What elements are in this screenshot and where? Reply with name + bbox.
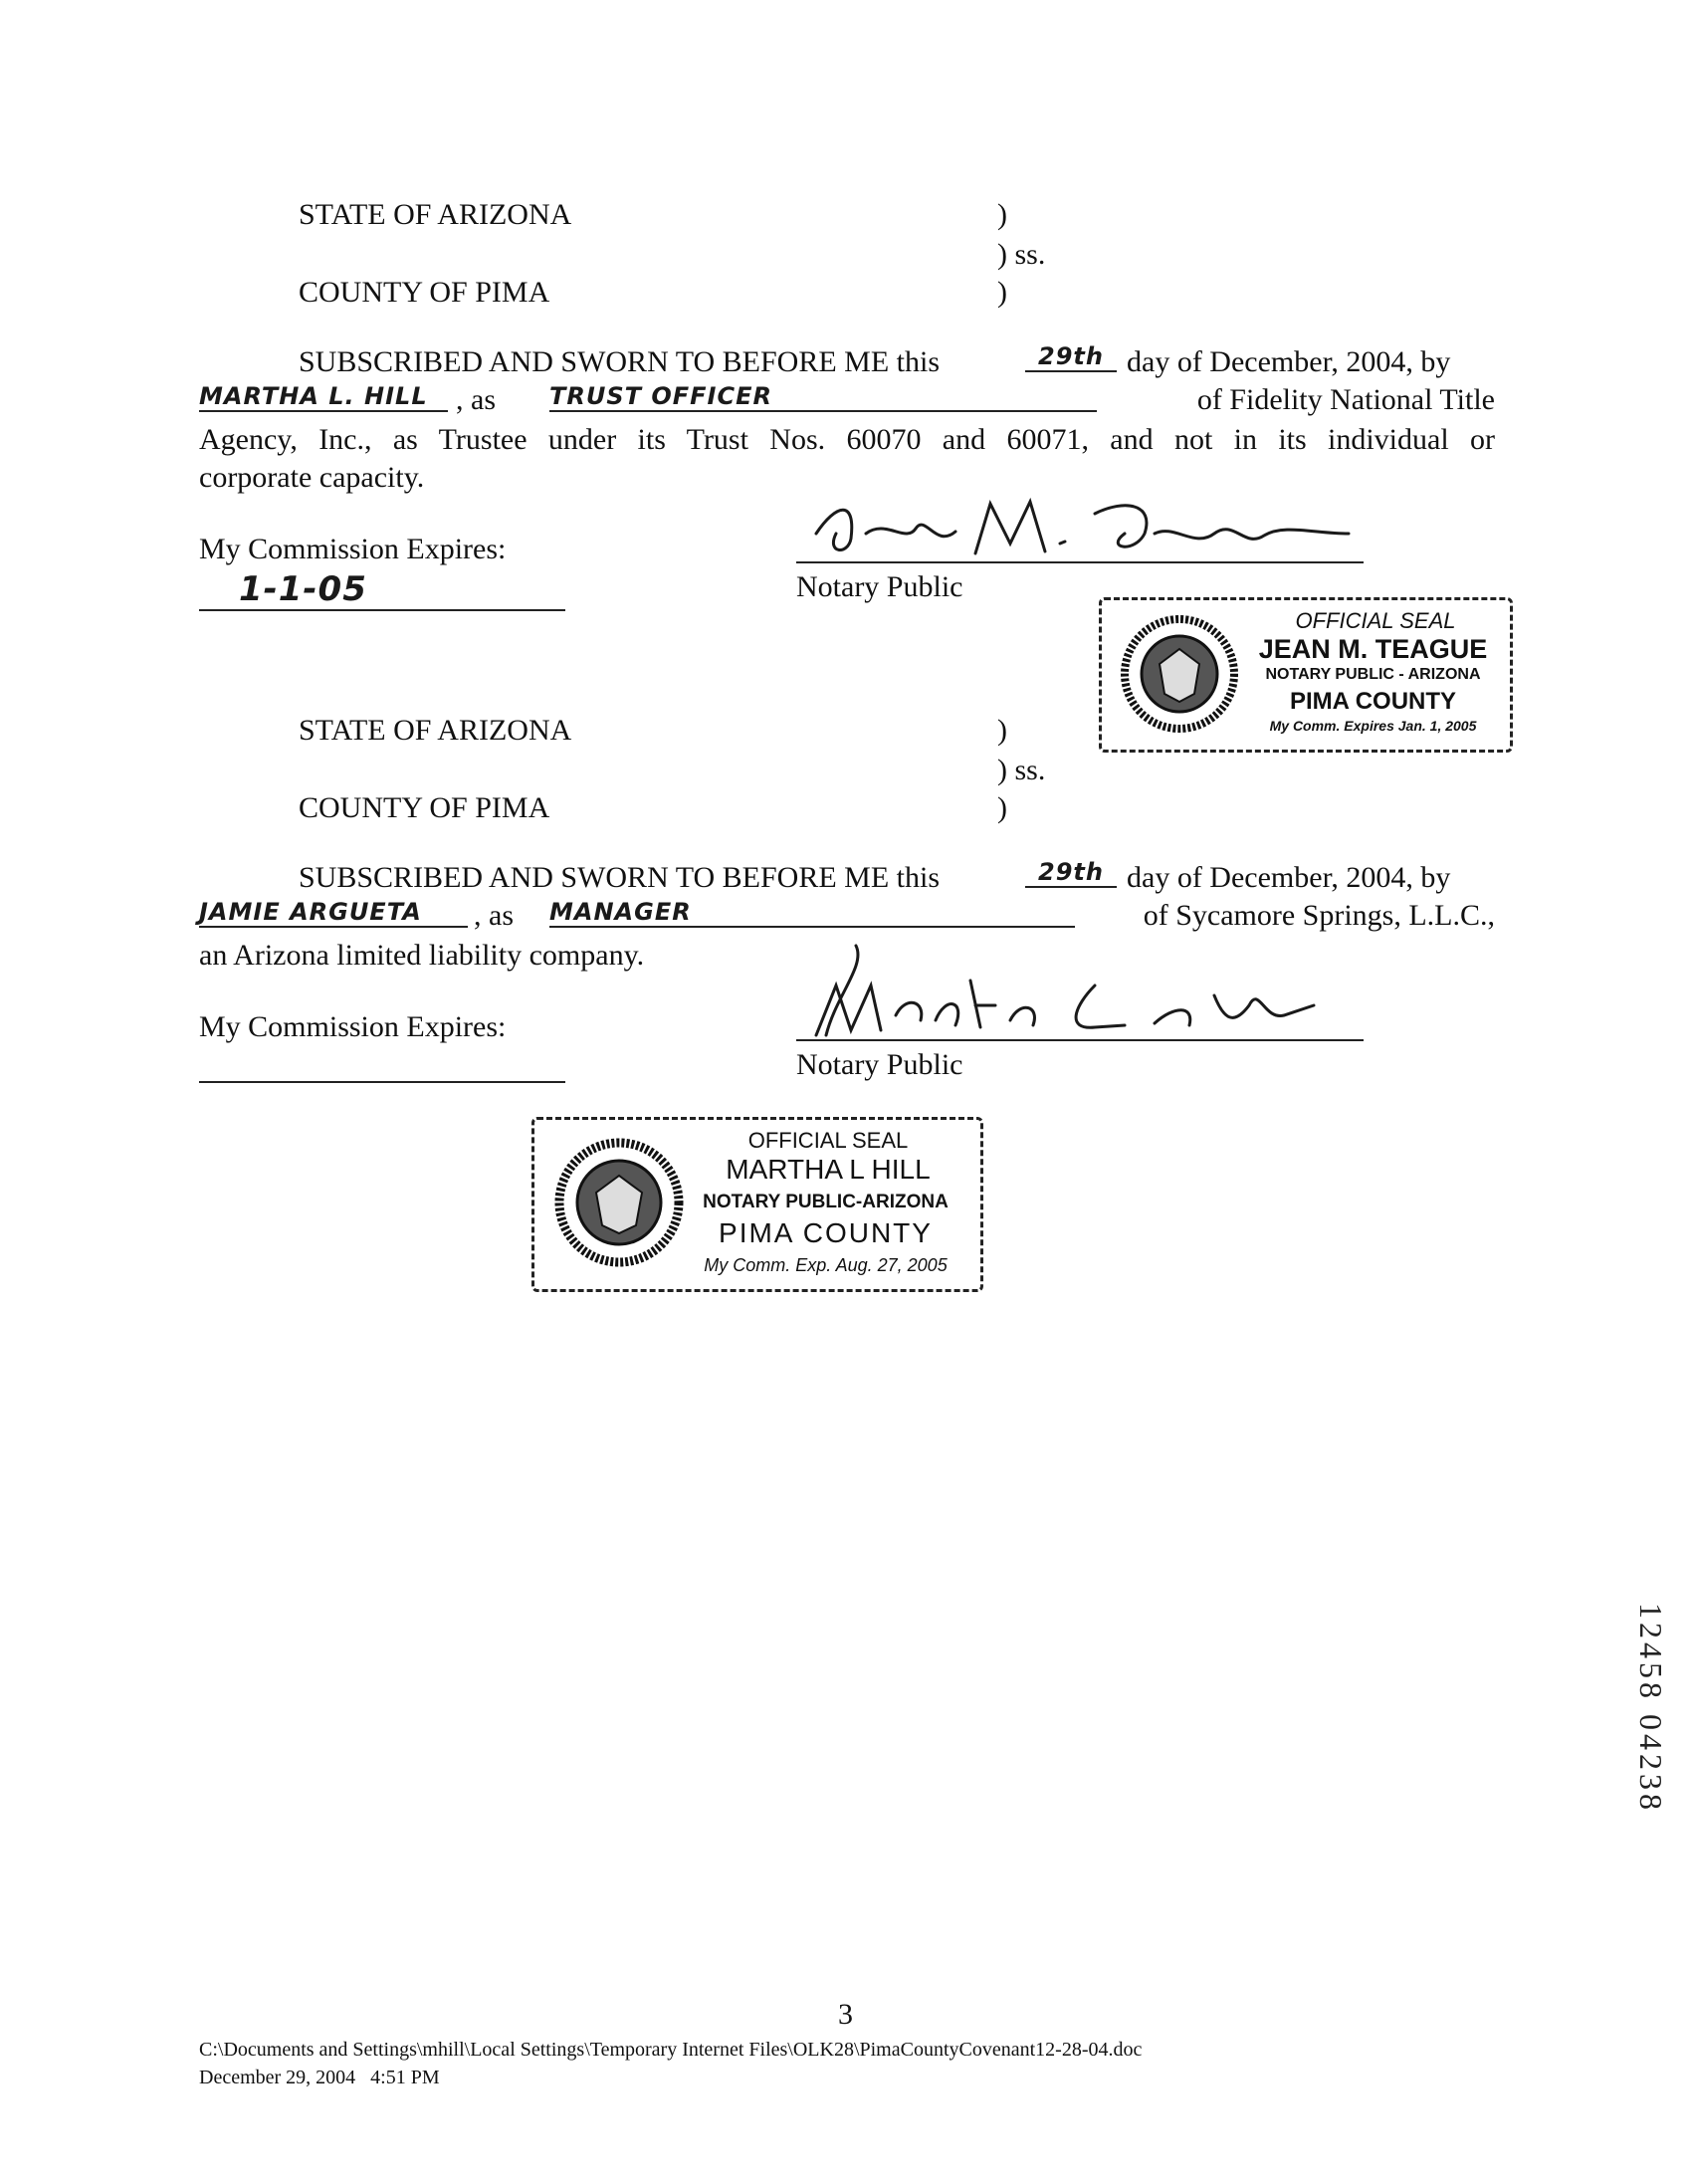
of-entity-2: of Sycamore Springs, L.L.C., bbox=[1143, 899, 1495, 932]
sworn-lead-1: SUBSCRIBED AND SWORN TO BEFORE ME this bbox=[299, 345, 941, 378]
ss-marker-2: ) ss. bbox=[997, 754, 1046, 786]
sworn-lead-2: SUBSCRIBED AND SWORN TO BEFORE ME this bbox=[299, 861, 941, 894]
seal-2-expiry: My Comm. Exp. Aug. 27, 2005 bbox=[704, 1255, 948, 1275]
commission-date-line-2 bbox=[199, 1081, 565, 1083]
seal-2-county: PIMA COUNTY bbox=[719, 1217, 933, 1248]
page-number: 3 bbox=[838, 1998, 853, 2031]
seal-1-expiry: My Comm. Expires Jan. 1, 2005 bbox=[1269, 718, 1477, 734]
llc-line: an Arizona limited liability company. bbox=[199, 939, 645, 972]
signature-line-1 bbox=[796, 561, 1364, 563]
capacity-line: corporate capacity. bbox=[199, 461, 425, 494]
paren-1a: ) bbox=[997, 198, 1007, 231]
footer-timestamp: December 29, 2004 4:51 PM bbox=[199, 2067, 440, 2088]
seal-2-title: OFFICIAL SEAL bbox=[747, 1128, 909, 1153]
paren-2a: ) bbox=[997, 714, 1007, 747]
county-heading-2: COUNTY OF PIMA bbox=[299, 791, 550, 824]
date-text-2: day of December, 2004, by bbox=[1127, 861, 1451, 894]
as-text-2: , as bbox=[474, 899, 514, 932]
signature-2-drawing bbox=[796, 936, 1354, 1045]
commission-label-1: My Commission Expires: bbox=[199, 533, 507, 565]
trustee-line: Agency, Inc., as Trustee under its Trust Nos. 60070 and 60071, and not in its individual or bbox=[199, 423, 1495, 456]
ss-marker-1: ) ss. bbox=[997, 238, 1046, 271]
notary-seal-2 bbox=[531, 1117, 983, 1292]
county-heading-1: COUNTY OF PIMA bbox=[299, 276, 550, 309]
commission-label-2: My Commission Expires: bbox=[199, 1010, 507, 1043]
paren-1b: ) bbox=[997, 276, 1007, 309]
name-handwritten-1: MARTHA L. HILL bbox=[199, 382, 448, 412]
day-handwritten-2: 29th bbox=[1025, 858, 1117, 888]
seal-2-notary: NOTARY PUBLIC-ARIZONA bbox=[703, 1192, 949, 1212]
signature-1-drawing bbox=[796, 494, 1354, 563]
notary-seal-1 bbox=[1099, 597, 1513, 753]
signature-1 bbox=[796, 494, 1354, 563]
seal-1-county: PIMA COUNTY bbox=[1289, 688, 1457, 715]
footer-file-path: C:\Documents and Settings\mhill\Local Settings\Temporary Internet Files\OLK28\PimaCountyCovenant12-28-04.doc bbox=[199, 2039, 1143, 2061]
seal-1-name: JEAN M. TEAGUE bbox=[1258, 634, 1488, 664]
of-entity-1: of Fidelity National Title bbox=[1196, 383, 1495, 416]
title-handwritten-1: TRUST OFFICER bbox=[549, 382, 1097, 412]
day-handwritten-1: 29th bbox=[1025, 342, 1117, 372]
state-heading-1: STATE OF ARIZONA bbox=[299, 198, 572, 231]
recording-number: 12458 04238 bbox=[1633, 1603, 1669, 1814]
state-heading-2: STATE OF ARIZONA bbox=[299, 714, 572, 747]
notary-public-label-1: Notary Public bbox=[796, 570, 963, 603]
commission-date-handwritten: 1-1-05 bbox=[199, 569, 565, 611]
paren-2b: ) bbox=[997, 791, 1007, 824]
arizona-seal-emblem-1 bbox=[1120, 614, 1239, 734]
seal-1-notary: NOTARY PUBLIC - ARIZONA bbox=[1265, 666, 1481, 683]
as-text-1: , as bbox=[456, 383, 496, 416]
date-text-1: day of December, 2004, by bbox=[1127, 345, 1451, 378]
name-handwritten-2: JAMIE ARGUETA bbox=[199, 898, 468, 928]
notary-public-label-2: Notary Public bbox=[796, 1048, 963, 1081]
arizona-seal-emblem-2 bbox=[554, 1138, 684, 1267]
signature-2 bbox=[796, 936, 1354, 1045]
signature-line-2 bbox=[796, 1039, 1364, 1041]
title-handwritten-2: MANAGER bbox=[549, 898, 1075, 928]
seal-1-title: OFFICIAL SEAL bbox=[1295, 608, 1456, 633]
seal-2-name: MARTHA L HILL bbox=[726, 1154, 931, 1185]
